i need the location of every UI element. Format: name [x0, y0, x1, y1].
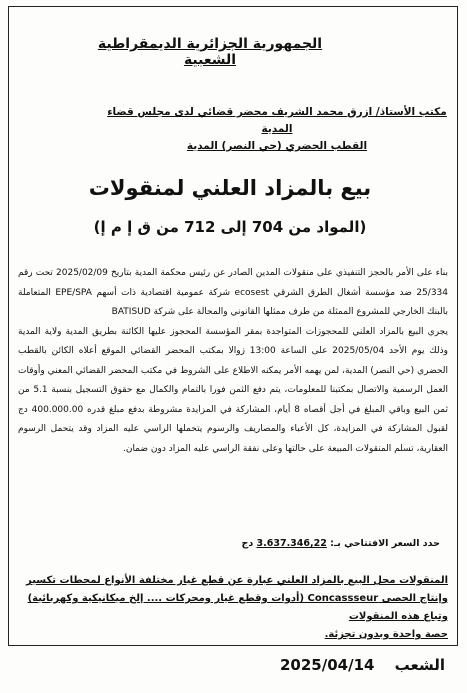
bailiff-office-block	[107, 104, 447, 155]
republic-heading: الجمهورية الجزائرية الديمقراطية الشعبية	[97, 36, 323, 68]
opening-price-currency: دج	[241, 538, 254, 549]
body-paragraph-2: يجري البيع بالمزاد العلني للمحجوزات المتواجدة بمقر المؤسسة المحجوز عليها الكائنة بطريق المدية ولاية المدية وذلك يوم الأحد 2025/05/04 على الساعة 13:00 زوالا بمكتب المحضر القضائي الموقع أعلاه الكائن بالقطب الحضري (حي النصر) المدية، لمن يهمه الأمر يمكنه الاطلاع على الشروط في مكتب المحضر القضائي المعني وأوقات العمل الرسمية والاتصال بمكتبنا للمعلومات، يتم دفع الثمن فورا بالتمام والكمال مع حقوق التسجيل بنسبة 5.1 من ثمن البيع وباقي المبلغ في أجل أقصاه 8 أيام، المشاركة في المزايدة مشروطة بدفع مبلغ قدره 400.000.00 دج لقبول المشاركة في المزايدة، كل الأعباء والمصاريف والرسوم يتحملها الراسي عليه المزاد وقد يتحمل الرسوم العقارية، تسلم المنقولات المبيعة على حالتها وعلى نفقة الراسي عليه المزاد دون ضمان.	[18, 326, 448, 454]
office-line-2: القطب الحضري (حي النصر) المدية	[186, 140, 368, 152]
office-line-1: مكتب الأستاذ/ ازرق محمد الشريف محضر قضائي لدى مجلس قضاء المدية	[107, 106, 447, 135]
publication-date: 2025/04/14	[280, 656, 375, 674]
items-paragraph-1: المنقولات محل البيع بالمزاد العلني عبارة عن قطع غيار مختلفة الأنواع لمحطات تكسير وإنتاج الحصى Concassseur (أدوات وقطع غيار ومحركات .... إلخ ميكانيكية وكهربائية) وتباع هذه المنقولات	[25, 575, 448, 622]
opening-price-value: 3.637.346,22	[256, 538, 327, 549]
auction-title: بيع بالمزاد العلني لمنقولات	[88, 176, 372, 200]
items-description	[18, 572, 448, 644]
newspaper-name: الشعب	[394, 656, 445, 674]
body-paragraph-1: بناء على الأمر بالحجز التنفيذي على منقولات المدين الصادر عن رئيس محكمة المدية بتاريخ 2025/02/09 تحت رقم 25/334 ضد مؤسسة أشغال الطرق الشرقي ecosest شركة عمومية اقتصادية ذات أسهم EPE/SPA المتعاملة بالبنك الخارجي للمشروع الممثلة من طرف ممثلها القانوني والمحالة على شركة BATISUD	[18, 268, 449, 317]
opening-price-label: حدد السعر الافتتاحي بـ:	[330, 538, 440, 549]
items-paragraph-2: حصة واحدة وبدون تجزئة.	[324, 629, 448, 640]
auction-body	[18, 264, 448, 459]
opening-price-line	[140, 538, 440, 549]
newspaper-footer	[10, 652, 457, 682]
auction-subtitle: (المواد من 704 إلى 712 من ق إ م إ)	[93, 218, 367, 236]
